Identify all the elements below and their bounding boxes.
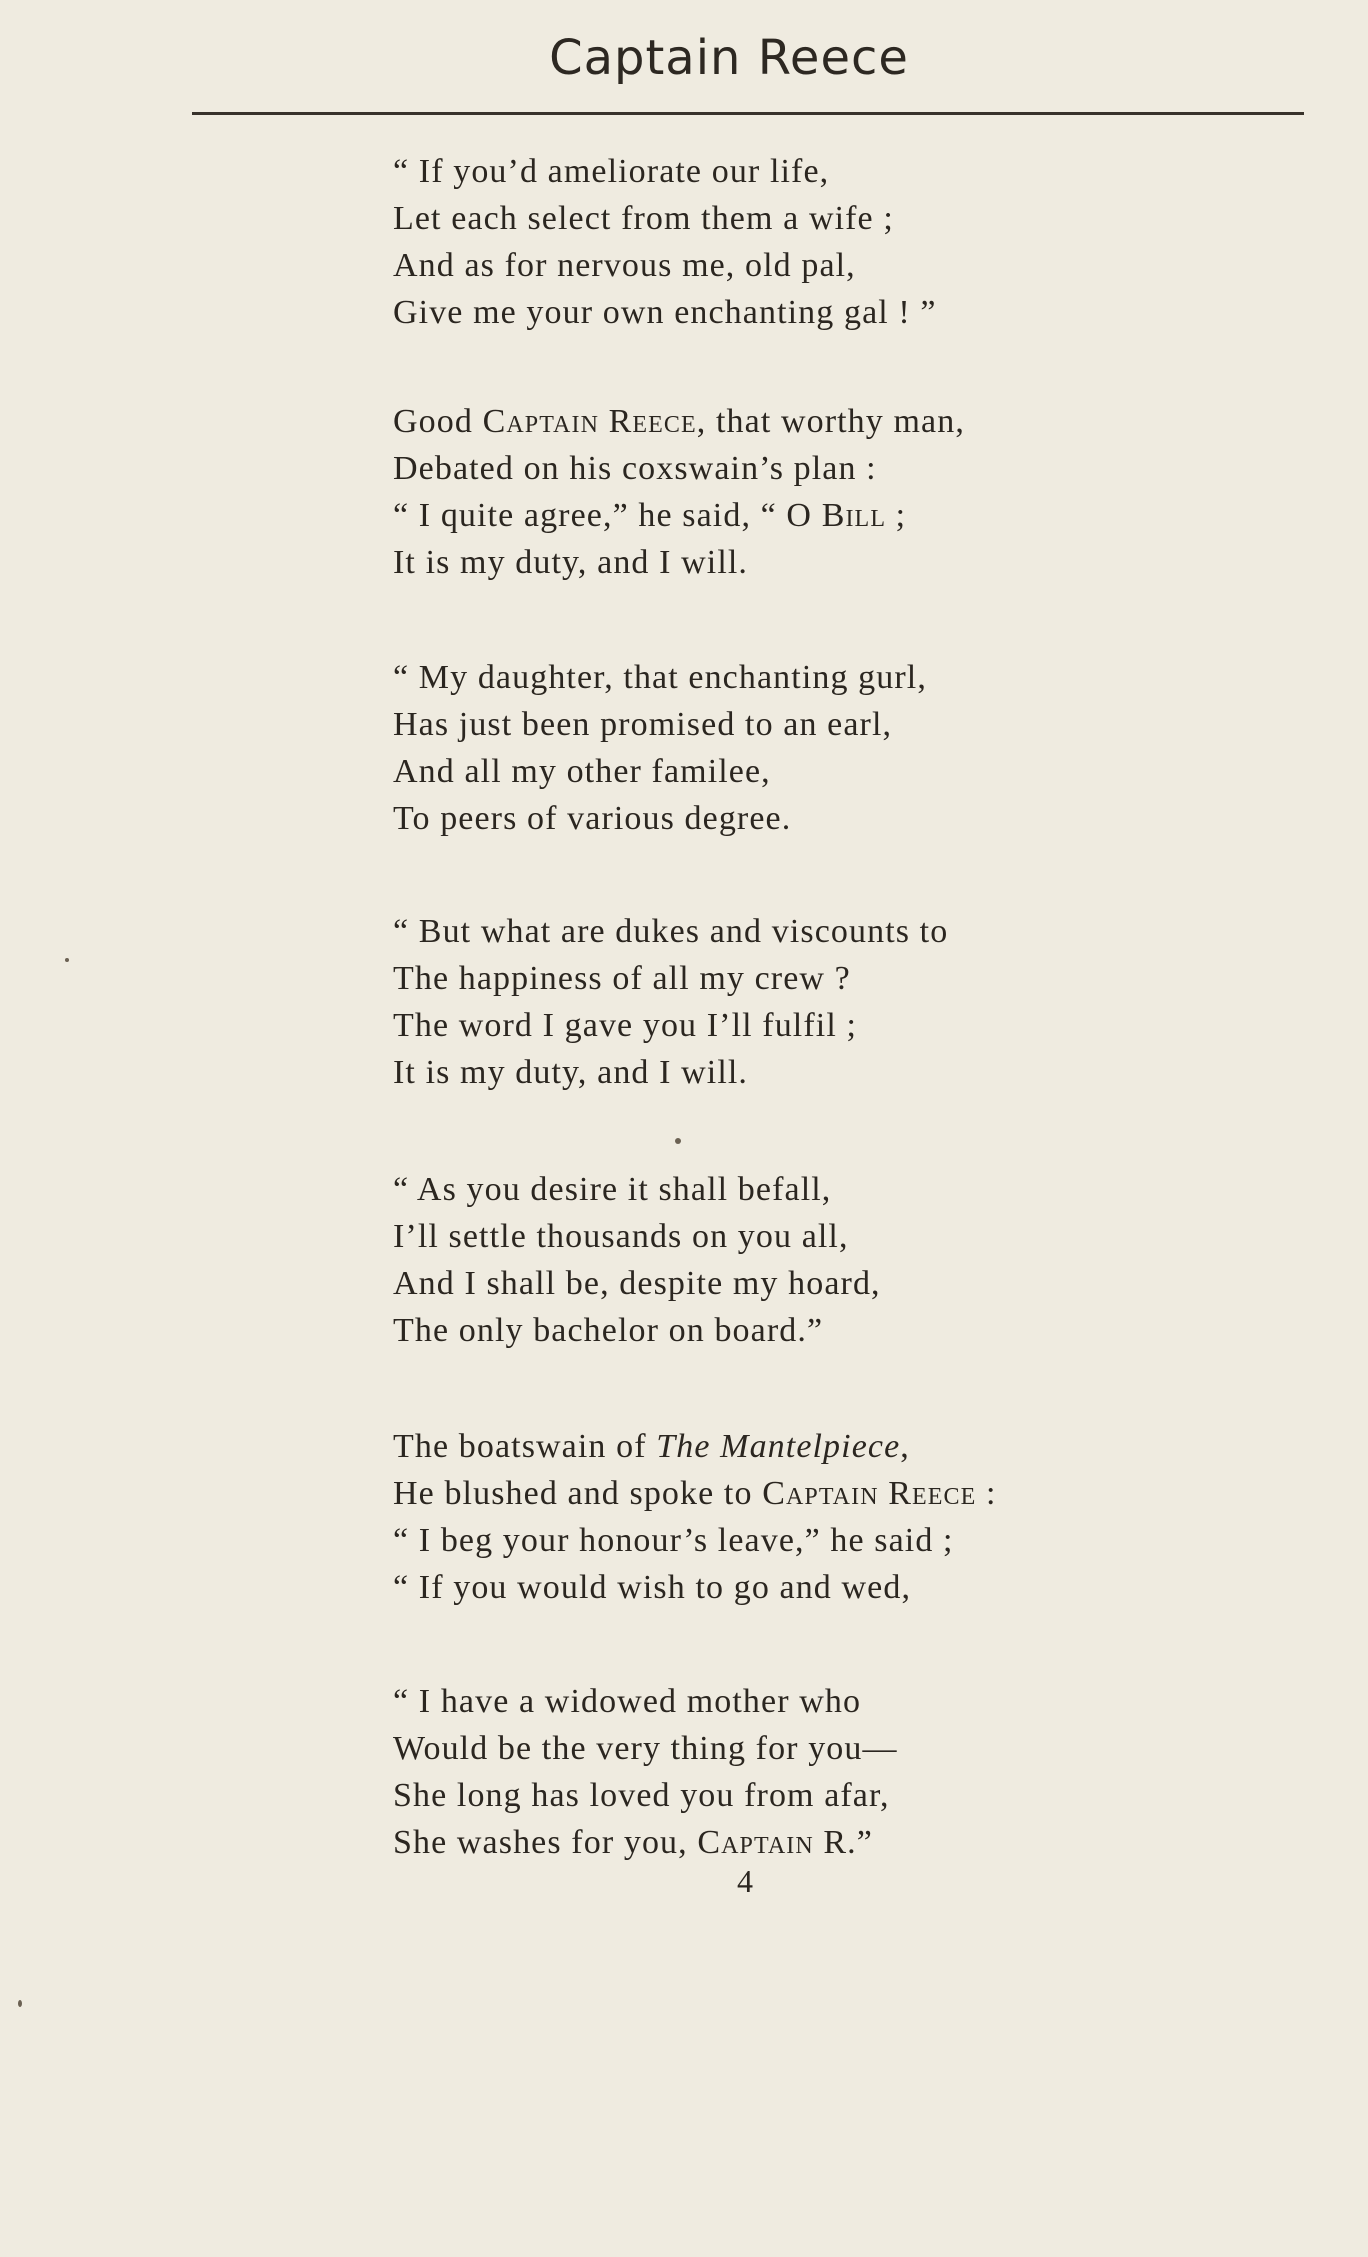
poem-line: “ My daughter, that enchanting gurl,: [393, 659, 927, 696]
poem-line: It is my duty, and I will.: [393, 544, 749, 581]
poem-line: “ I have a widowed mother who: [393, 1683, 862, 1720]
poem-line: Would be the very thing for you—: [393, 1730, 898, 1767]
page-number: 4: [737, 1863, 753, 1899]
poem-line: Good Captain Reece, that worthy man,: [393, 403, 965, 440]
poem-line: The boatswain of The Mantelpiece,: [393, 1428, 910, 1465]
poem-line: And I shall be, despite my hoard,: [393, 1265, 881, 1302]
poem-line: He blushed and spoke to Captain Reece :: [393, 1475, 997, 1512]
poem-line: She washes for you, Captain R.”: [393, 1824, 873, 1861]
poem-line: The word I gave you I’ll fulfil ;: [393, 1007, 858, 1044]
poem-line: The happiness of all my crew ?: [393, 960, 851, 997]
poem-line: The only bachelor on board.”: [393, 1312, 824, 1349]
stanza: [393, 148, 937, 336]
poem-line: It is my duty, and I will.: [393, 1054, 749, 1091]
poem-line: “ But what are dukes and viscounts to: [393, 913, 949, 950]
stanza: [393, 654, 927, 842]
poem-line: To peers of various degree.: [393, 800, 792, 837]
poem-line: And all my other familee,: [393, 753, 771, 790]
poem-line: I’ll settle thousands on you all,: [393, 1218, 849, 1255]
paper-speck: [675, 1138, 681, 1144]
stanza: [393, 398, 965, 586]
header-rule: [192, 112, 1304, 115]
paper-speck: [65, 958, 69, 962]
paper-speck: [18, 2000, 22, 2007]
page-title: Captain Reece: [549, 30, 909, 86]
poem-line: And as for nervous me, old pal,: [393, 247, 856, 284]
stanza: [393, 1678, 898, 1866]
poem-line: Has just been promised to an earl,: [393, 706, 893, 743]
poem-line: “ I quite agree,” he said, “ O Bill ;: [393, 497, 907, 534]
stanza: [393, 1166, 881, 1354]
stanza: [393, 1423, 997, 1611]
poem-line: “ I beg your honour’s leave,” he said ;: [393, 1522, 954, 1559]
poem-line: Let each select from them a wife ;: [393, 200, 894, 237]
poem-line: “ If you’d ameliorate our life,: [393, 153, 830, 190]
stanza: [393, 908, 948, 1096]
poem-line: She long has loved you from afar,: [393, 1777, 890, 1814]
poem-line: “ As you desire it shall befall,: [393, 1171, 832, 1208]
poem-line: “ If you would wish to go and wed,: [393, 1569, 912, 1606]
poem-line: Debated on his coxswain’s plan :: [393, 450, 877, 487]
poem-line: Give me your own enchanting gal ! ”: [393, 294, 937, 331]
